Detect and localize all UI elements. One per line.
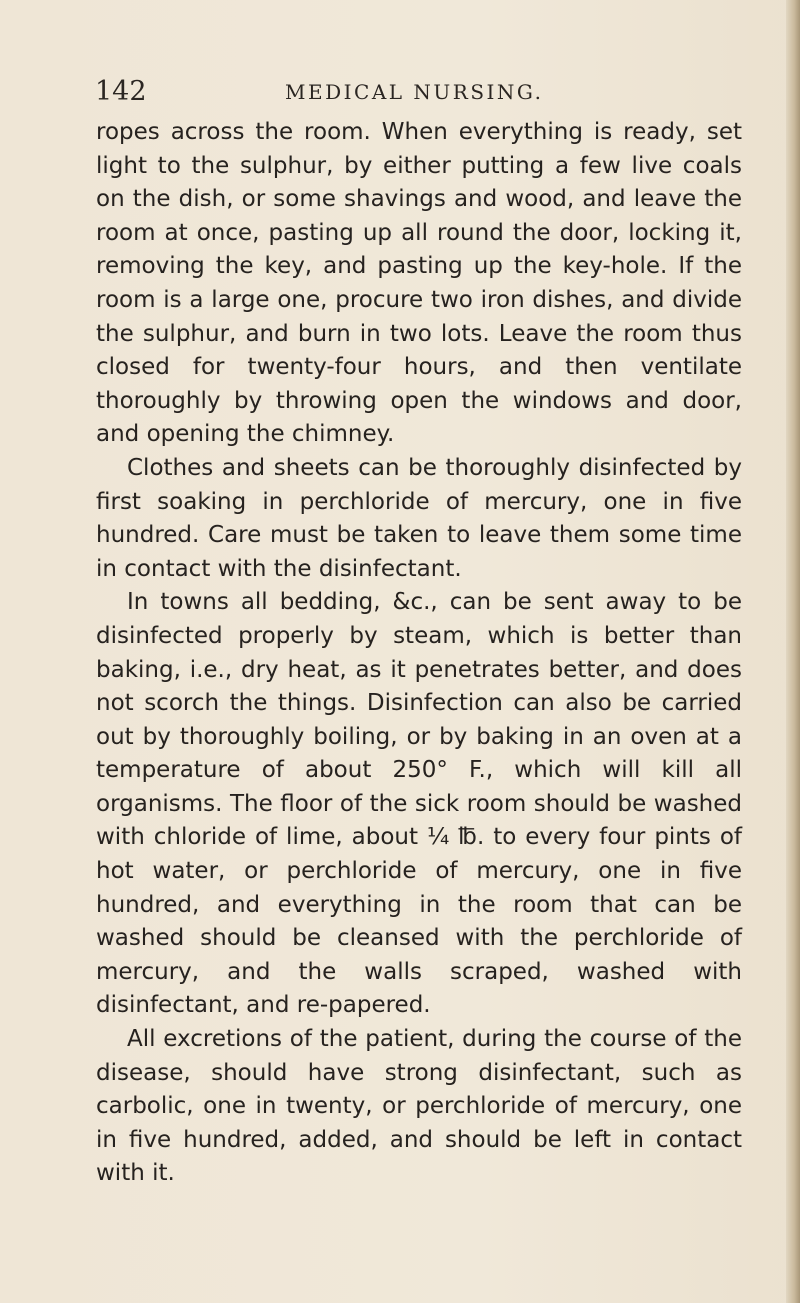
- page-edge-shadow: [786, 0, 800, 1303]
- body-text: [96, 116, 742, 1191]
- running-head: [95, 72, 735, 112]
- paragraph-excretions: All excretions of the patient, during the course of the disease, should have strong disinfectant, such as carbolic, one in twenty, or perchloride of mercury, one in five hundred, added, and should be left in contact with it.: [96, 1026, 742, 1187]
- paragraph-bedding: In towns all bedding, &c., can be sent away to be disinfected properly by steam, which is better than baking, i.e., dry heat, as it penetrates better, and does not scorch the things. Disinfection can also be carried out by thoroughly boiling, or by baking in an oven at a temperature of about 250° F., which will kill all organisms. The floor of the sick room should be washed with chloride of lime, about ¼ ℔. to every four pints of hot water, or perchloride of mercury, one in five hundred, and everything in the room that can be washed should be cleansed with the perchloride of mercury, and the walls scraped, washed with disinfectant, and re-papered.: [96, 589, 742, 1019]
- page-number: 142: [95, 76, 147, 107]
- paragraph-clothes: Clothes and sheets can be thoroughly disinfected by first soaking in perchloride of mercury, one in five hundred. Care must be taken to leave them some time in contact with the disinfectant.: [96, 454, 742, 582]
- paragraph-continuation: ropes across the room. When everything is ready, set light to the sulphur, by either putting a few live coals on the dish, or some shavings and wood, and leave the room at once, pasting up all round the door, locking it, removing the key, and pasting up the key-hole. If the room is a large one, procure two iron dishes, and divide the sulphur, and burn in two lots. Leave the room thus closed for twenty-four hours, and then ventilate thoroughly by throwing open the windows and door, and opening the chimney.: [96, 119, 742, 448]
- book-title: MEDICAL NURSING.: [285, 80, 544, 104]
